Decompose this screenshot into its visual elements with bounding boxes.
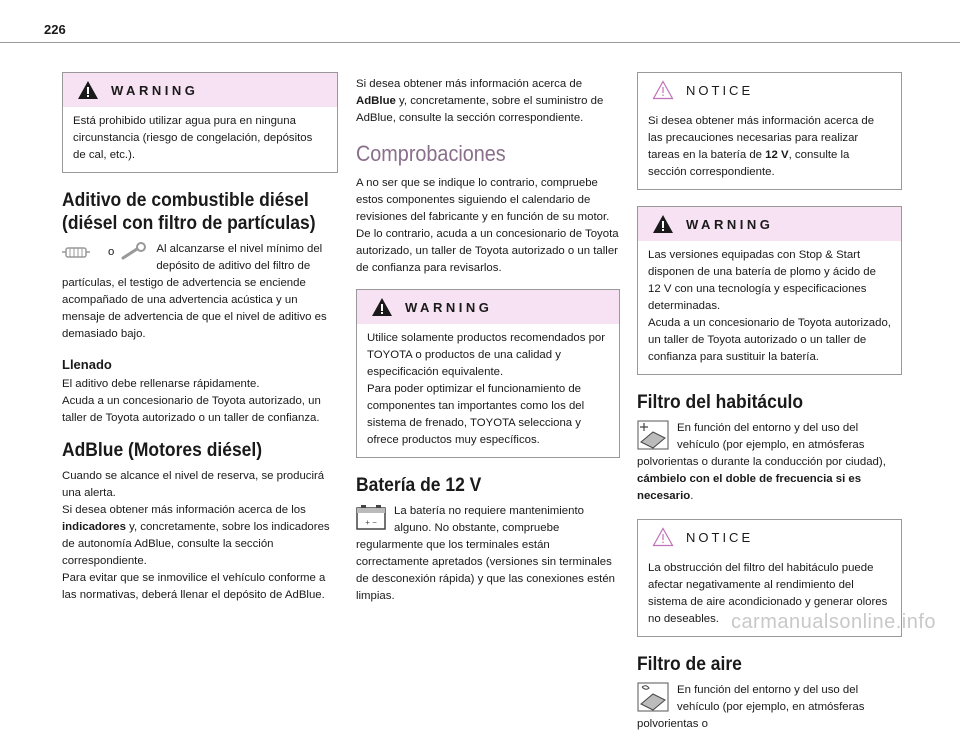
diesel-additive-warning-icon bbox=[62, 241, 102, 263]
notice-title: NOTICE bbox=[686, 529, 754, 545]
wrench-icon bbox=[120, 241, 148, 263]
warning-title: WARNING bbox=[111, 82, 199, 98]
heading-filtro-habitaculo: Filtro del habitáculo bbox=[637, 392, 804, 413]
warning-body-1: Las versiones equipadas con Stop & Start disponen de una batería de plomo y ácido de 12 V con una tecnología y especificaciones determinadas. bbox=[648, 249, 876, 312]
heading-aditivo: Aditivo de combustible diésel (diésel con filtro de partículas) bbox=[62, 190, 316, 234]
llenado-text-1: El aditivo debe rellenarse rápidamente. bbox=[62, 378, 260, 390]
warning-body-2: Acuda a un concesionario de Toyota autorizado, un taller de Toyota autorizado o un taller de confianza para sustituir la batería. bbox=[648, 317, 891, 363]
adblue-text-3: Para evitar que se inmovilice el vehículo conforme a las normativas, deberá llenar el depósito de AdBlue. bbox=[62, 572, 326, 601]
aditivo-text-a: Al alcanzarse el nivel mínimo del depósito de aditivo del filtro de bbox=[156, 243, 323, 272]
comprob-text-2: De lo contrario, acuda a un concesionario de Toyota autorizado, un taller de Toyota autorizado o un taller de confianza para revisarlos. bbox=[356, 228, 619, 274]
column-3 bbox=[637, 72, 902, 739]
warning-title: WARNING bbox=[405, 299, 493, 315]
warning-body-1: Utilice solamente productos recomendados por TOYOTA o productos de una calidad y especificación equivalente. bbox=[367, 332, 606, 378]
battery-icon bbox=[356, 503, 386, 531]
watermark: carmanualsonline.info bbox=[730, 611, 936, 633]
warning-body-2: Para poder optimizar el funcionamiento de componentes tan importantes como los del sistema de frenado, TOYOTA selecciona y ofrece productos muy específicos. bbox=[367, 383, 585, 446]
column-1 bbox=[62, 72, 338, 610]
heading-adblue: AdBlue (Motores diésel) bbox=[62, 440, 263, 461]
cabin-filter-icon bbox=[637, 420, 669, 450]
warning-triangle-icon bbox=[652, 214, 674, 234]
heading-comprobaciones: Comprobaciones bbox=[356, 141, 506, 166]
adblue-text-2: Si desea obtener más información acerca de los indicadores y, concretamente, sobre los indicadores de autonomía AdBlue, consulte la sección correspondiente. bbox=[62, 504, 330, 567]
notice-body: La obstrucción del filtro del habitáculo puede afectar negativamente al rendimiento del sistema de aire acondicionado y generar olores no deseables. bbox=[648, 562, 888, 625]
svg-text:+ −: + − bbox=[365, 518, 377, 527]
comprob-text-1: A no ser que se indique lo contrario, compruebe estos componentes siguiendo el calendario de revisiones del fabricante y en función de su motor. bbox=[356, 177, 610, 223]
heading-llenado: Llenado bbox=[62, 357, 112, 372]
page-number: 226 bbox=[44, 22, 66, 37]
warning-triangle-icon bbox=[77, 80, 99, 100]
filtro-hab-text: En función del entorno y del uso del vehículo (por ejemplo, en atmósferas polvorientas o durante la conducción por ciudad), cámbielo con el doble de frecuencia si es necesario. bbox=[637, 422, 886, 502]
llenado-text-2: Acuda a un concesionario de Toyota autorizado, un taller de Toyota autorizado o un taller de confianza. bbox=[62, 395, 321, 424]
warning-box-stop-start bbox=[637, 206, 902, 375]
aditivo-text-b: partículas, el testigo de advertencia se enciende acompañado de una advertencia acústica y un mensaje de advertencia de que el nivel de aditivo es demasiado bajo. bbox=[62, 277, 327, 340]
heading-filtro-aire: Filtro de aire bbox=[637, 654, 742, 675]
header-rule bbox=[0, 42, 960, 43]
column-2 bbox=[356, 76, 620, 611]
warning-triangle-icon bbox=[371, 297, 393, 317]
notice-body: Si desea obtener más información acerca de las precauciones necesarias para realizar tareas en la batería de 12 V, consulte la sección correspondiente. bbox=[648, 115, 875, 178]
notice-triangle-icon bbox=[652, 527, 674, 547]
adblue-intro: Si desea obtener más información acerca de AdBlue y, concretamente, sobre el suministro de AdBlue, consulte la sección correspondiente. bbox=[356, 78, 604, 124]
bateria-text: La batería no requiere mantenimiento alguno. No obstante, compruebe regularmente que los terminales están correctamente apretados (versiones sin terminales de desconexión rápida) y que las conexiones estén limpias. bbox=[356, 505, 615, 602]
air-filter-icon bbox=[637, 682, 669, 712]
notice-title: NOTICE bbox=[686, 82, 754, 98]
warning-body: Está prohibido utilizar agua pura en ninguna circunstancia (riesgo de congelación, depósitos de cal, etc.). bbox=[73, 115, 313, 161]
warning-box-water bbox=[62, 72, 338, 173]
filtro-aire-text: En función del entorno y del uso del vehículo (por ejemplo, en atmósferas polvorientas o bbox=[637, 684, 865, 730]
notice-triangle-icon bbox=[652, 80, 674, 100]
adblue-text-1: Cuando se alcance el nivel de reserva, se producirá una alerta. bbox=[62, 470, 325, 499]
warning-title: WARNING bbox=[686, 216, 774, 232]
heading-bateria: Batería de 12 V bbox=[356, 475, 482, 496]
warning-box-products bbox=[356, 289, 620, 458]
or-label: o bbox=[108, 246, 115, 258]
notice-box-battery bbox=[637, 72, 902, 190]
